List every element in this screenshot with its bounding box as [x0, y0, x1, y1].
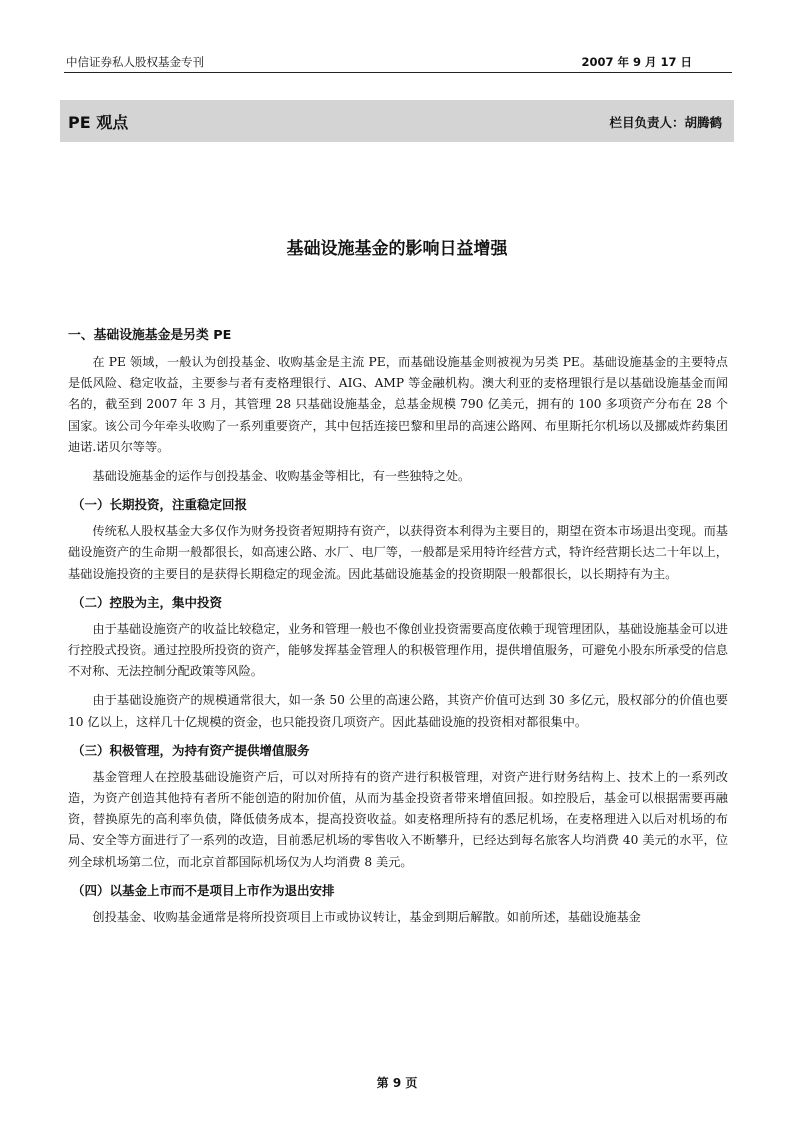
column-banner — [60, 100, 734, 142]
paragraph: 创投基金、收购基金通常是将所投资项目上市或协议转让，基金到期后解散。如前所述，基础设施基金 — [92, 909, 641, 924]
section-heading: 一、基础设施基金是另类 PE — [68, 328, 232, 343]
paragraph: 由于基础设施资产的收益比较稳定，业务和管理一般也不像创业投资需要高度依赖于现管理团队，基础设施基金可以进行控股式投资。通过控股所投资的资产，能够发挥基金管理人的积极管理作用，提供增值服务，可避免小股东所承受的信息不对称、无法控制分配政策等风险。 — [68, 621, 728, 679]
paragraph: 由于基础设施资产的规模通常很大，如一条 50 公里的高速公路，其资产价值可达到 30 多亿元，股权部分的价值也要 10 亿以上，这样几十亿规模的资金，也只能投资几项资产。因此基础设施的投资相对都很集中。 — [68, 693, 728, 729]
paragraph: 基金管理人在控股基础设施资产后，可以对所持有的资产进行积极管理，对资产进行财务结构上、技术上的一系列改造，为资产创造其他持有者所不能创造的附加价值，从而为基金投资者带来增值回报。如控股后，基金可以根据需要再融资，替换原先的高利率负债，降低债务成本，提高投资收益。如麦格理所持有的悉尼机场，在麦格理进入以后对机场的布局、安全等方面进行了一系列的改造，目前悉尼机场的零售收入不断攀升，已经达到每名旅客人均消费 40 美元的水平，位列全球机场第二位，而北京首都国际机场仅为人均消费 8 美元。 — [68, 769, 728, 869]
subsection-heading: （二）控股为主，集中投资 — [72, 594, 223, 610]
article-title: 基础设施基金的影响日益增强 — [286, 239, 508, 259]
subsection-heading: （一）长期投资，注重稳定回报 — [72, 497, 248, 513]
column-title: PE 观点 — [68, 113, 129, 132]
column-editor: 栏目负责人：胡腾鹤 — [609, 115, 722, 130]
paragraph: 在 PE 领域，一般认为创投基金、收购基金是主流 PE，而基础设施基金则被视为另类 PE。基础设施基金的主要特点是低风险、稳定收益，主要参与者有麦格理银行、AIG、AMP 等金融机构。澳大利亚的麦格理银行是以基础设施基金而闻名的，截至到 2007 年 3 月，其管理 28 只基础设施基金，总基金规模 790 亿美元，拥有的 100 多项资产分布在 28 个国家。该公司今年牵头收购了一系列重要资产，其中包括连接巴黎和里昂的高速公路网、布里斯托尔机场以及挪威炸药集团迪诺.诺贝尔等等。 — [68, 355, 728, 454]
subsection-heading: （四）以基金上市而不是项目上市作为退出安排 — [72, 882, 335, 898]
paragraph: 传统私人股权基金大多仅作为财务投资者短期持有资产，以获得资本利得为主要目的，期望在资本市场退出变现。而基础设施资产的生命期一般都很长，如高速公路、水厂、电厂等，一般都是采用特许经营方式，特许经营期长达二十年以上，基础设施投资的主要目的是获得长期稳定的现金流。因此基础设施基金的投资期限一般都很长，以长期持有为主。 — [68, 524, 728, 581]
publication-name: 中信证券私人股权基金专刊 — [66, 55, 204, 69]
subsection-heading: （三）积极管理，为持有资产提供增值服务 — [72, 742, 310, 758]
paragraph: 基础设施基金的运作与创投基金、收购基金等相比，有一些独特之处。 — [92, 469, 471, 484]
publication-date: 2007 年 9 月 17 日 — [581, 55, 692, 69]
page-header — [64, 52, 732, 73]
page-number: 第 9 页 — [376, 1076, 418, 1090]
article-body — [68, 326, 728, 936]
